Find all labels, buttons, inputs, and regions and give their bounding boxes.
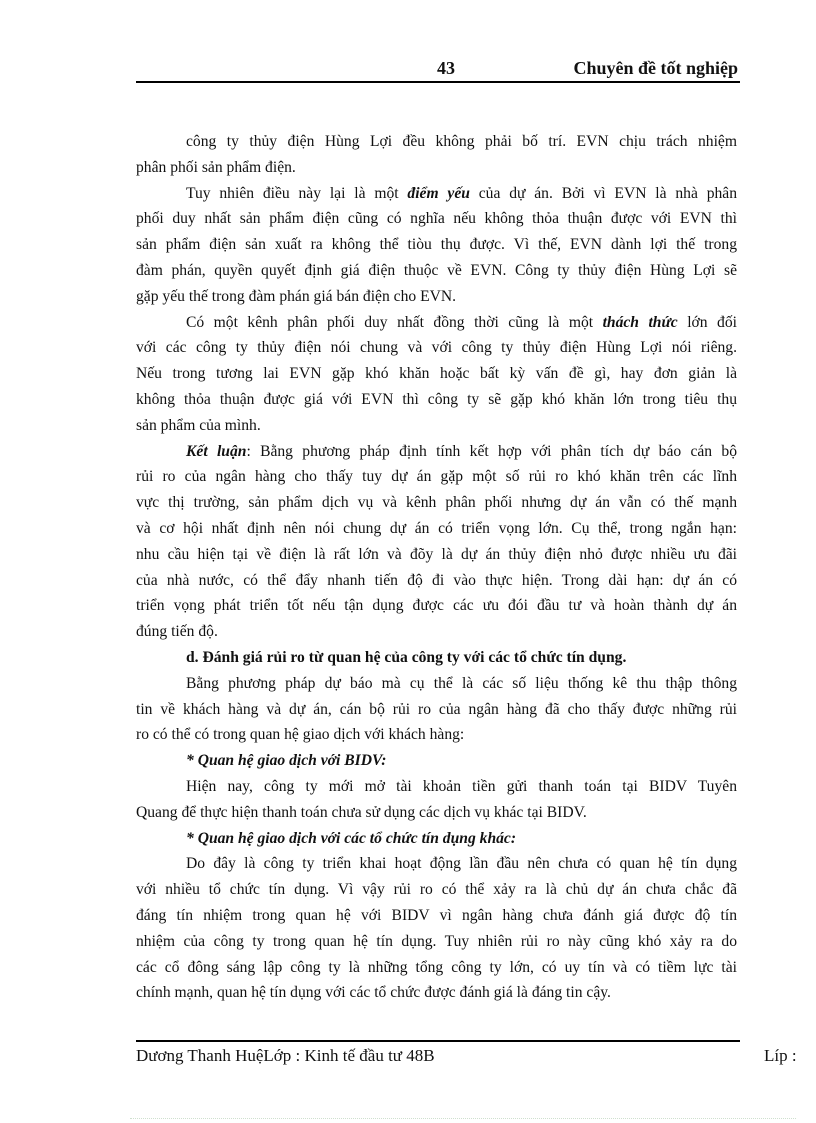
text-segment: Bằng phương pháp dự báo mà cụ thể là các số liệu thống kê thu thập thông [186,674,737,692]
text-segment: đàm phán, quyền quyết định giá điện thuộc về EVN. Công ty thủy điện Hùng Lợi sẽ [136,261,737,279]
text-line [136,826,737,852]
text-line [136,335,737,361]
text-line [136,284,737,310]
emphasis-text: * Quan hệ giao dịch với các tổ chức tín dụng khác: [186,829,517,847]
document-body [136,129,737,1006]
text-line [136,439,737,465]
text-segment: phân phối sản phẩm điện. [136,158,296,176]
text-line [136,851,737,877]
text-segment: tin về khách hàng và dự án, cán bộ rủi ro của ngân hàng đã cho thấy được những rủi [136,700,737,718]
text-line [136,129,737,155]
text-segment: gặp yếu thế trong đàm phán giá bán điện cho EVN. [136,287,457,305]
text-line [136,155,737,181]
text-segment: Hiện nay, công ty mới mở tài khoản tiền gửi thanh toán tại BIDV Tuyên [186,777,737,795]
paragraph [136,181,737,310]
text-line [136,206,737,232]
text-line [136,697,737,723]
footer-author-class: Dương Thanh HuệLớp : Kinh tế đầu tư 48B [136,1046,435,1065]
page-number: 43 [437,58,455,78]
text-segment: của dự án. Bởi vì EVN là nhà phân [469,184,738,202]
paragraph [136,645,737,671]
footer-right-label: Líp : [764,1046,797,1065]
text-segment: Nếu trong tương lai EVN gặp khó khăn hoặc bất kỳ vấn đề gì, hay đơn giản là [136,365,737,383]
header-rule [136,81,740,83]
text-segment: sản phẩm điện sản xuất ra không thể tiòu thụ được. Vì thế, EVN dành lợi thế trong [136,236,737,254]
text-segment: phối duy nhất sản phẩm điện cũng có nghĩa nếu không thỏa thuận được với EVN thì [136,210,737,228]
text-segment: : Bằng phương pháp định tính kết hợp với phân tích dự báo cán bộ [246,442,738,460]
text-line [136,929,737,955]
text-line [136,542,737,568]
paragraph [136,851,737,1006]
text-segment: với các công ty thủy điện nói chung và với công ty thủy điện Hùng Lợi nói riêng. [136,339,737,357]
text-segment: sản phẩm của mình. [136,416,261,434]
text-line [136,955,737,981]
text-line [136,619,737,645]
text-segment: chính mạnh, quan hệ tín dụng với các tổ chức được đánh giá là đáng tin cậy. [136,984,611,1002]
text-line [136,774,737,800]
paragraph [136,826,737,852]
text-line [136,361,737,387]
text-line [136,877,737,903]
text-line [136,490,737,516]
text-segment: nhu cầu hiện tại về điện là rất lớn và đõy là dự án thủy điện nhỏ được nhiều ưu đãi [136,545,737,563]
text-line [136,748,737,774]
text-segment: Do đây là công ty triển khai hoạt động lần đầu nên chưa có quan hệ tín dụng [186,855,737,873]
text-segment: của nhà nước, có thể đẩy nhanh tiến độ đi vào thực hiện. Trong dài hạn: dự án có [136,571,737,589]
text-line [136,310,737,336]
text-line [136,232,737,258]
text-line [136,800,737,826]
text-segment: Tuy nhiên điều này lại là một [186,184,408,202]
emphasis-text: d. Đánh giá rủi ro từ quan hệ của công ty với các tổ chức tín dụng. [186,648,627,666]
text-line [136,413,737,439]
paragraph [136,310,737,439]
text-line [136,258,737,284]
text-line [136,516,737,542]
text-line [136,645,737,671]
text-segment: lớn đối [677,313,737,331]
text-line [136,980,737,1006]
paragraph [136,129,737,181]
text-segment: rủi ro của ngân hàng cho thấy tuy dự án gặp một số rủi ro khó khăn trên các lĩnh [136,468,737,486]
text-line [136,464,737,490]
text-line [136,387,737,413]
emphasis-text: * Quan hệ giao dịch với BIDV: [186,752,387,770]
text-segment: Quang để thực hiện thanh toán chưa sử dụng các dịch vụ khác tại BIDV. [136,803,587,821]
paragraph [136,671,737,748]
text-line [136,568,737,594]
text-line [136,181,737,207]
text-line [136,722,737,748]
text-segment: công ty thủy điện Hùng Lợi đều không phải bố trí. EVN chịu trách nhiệm [186,133,737,150]
paragraph [136,748,737,774]
text-segment: và cơ hội nhất định nên nói chung dự án có triển vọng lớn. Cụ thể, trong ngắn hạn: [136,519,737,537]
text-segment: triển vọng phát triển tốt nếu tận dụng được các ưu đói đầu tư và hoàn thành dự án [136,597,737,615]
text-segment: đúng tiến độ. [136,623,218,641]
text-segment: không thỏa thuận được giá với EVN thì công ty sẽ gặp khó khăn lớn trong tiêu thụ [136,390,737,408]
text-segment: vực thị trường, sản phẩm dịch vụ và kênh phân phối nhưng dự án vẫn có thế mạnh [136,494,737,512]
emphasis-text: Kết luận [186,442,247,460]
page-edge-divider [130,1118,796,1119]
emphasis-text: điểm yếu [407,184,470,202]
paragraph [136,774,737,826]
footer-rule [136,1040,740,1042]
header-title: Chuyên đề tốt nghiệp [573,58,738,78]
text-line [136,671,737,697]
text-segment: các cổ đông sáng lập công ty là những tổng công ty lớn, có uy tín và có tiềm lực tài [136,958,737,976]
text-segment: đáng tín nhiệm trong quan hệ với BIDV vì ngân hàng chưa đánh giá được độ tín [136,906,737,924]
text-line [136,593,737,619]
paragraph [136,439,737,645]
text-segment: ro có thể có trong quan hệ giao dịch với khách hàng: [136,726,465,744]
text-line [136,903,737,929]
emphasis-text: thách thức [602,313,678,331]
text-segment: nhiệm của công ty trong quan hệ tín dụng. Tuy nhiên rủi ro này cũng khó xảy ra do [136,932,737,950]
text-segment: Có một kênh phân phối duy nhất đồng thời cũng là một [186,313,603,331]
text-segment: với nhiều tổ chức tín dụng. Vì vậy rủi ro có thể xảy ra là chủ dự án chưa chắc đã [136,881,737,899]
